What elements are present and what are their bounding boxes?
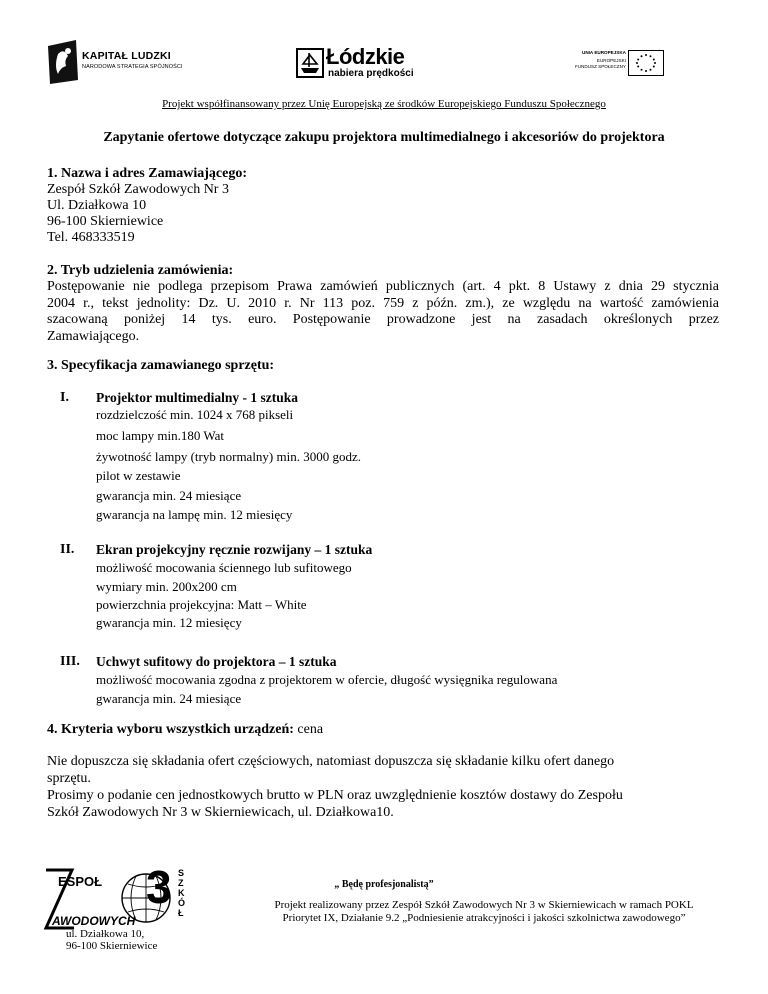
procedure-line: szacowaną poniżej 14 tys. euro. Postępowanie prowadzone jest na zasadach określonych przez — [47, 312, 719, 328]
ordering-party-street: Ul. Działkowa 10 — [47, 198, 147, 213]
item-title-screen: Ekran projekcyjny ręcznie rozwijany – 1 sztuka — [96, 542, 373, 557]
eu-line-2: EUROPEJSKI — [596, 58, 626, 63]
section-3-heading: 3. Specyfikacja zamawianego sprzętu: — [47, 358, 275, 373]
cofinancing-note: Projekt współfinansowany przez Unię Europejską ze środków Europejskiego Funduszu Społecznego — [162, 98, 606, 110]
section-4 — [47, 722, 323, 738]
school-logo-top: ESPOŁ — [58, 874, 103, 889]
footer-project-line: Projekt realizowany przez Zespół Szkół Zawodowych Nr 3 w Skierniewicach w ramach POKL — [274, 899, 694, 911]
section-1-heading: 1. Nazwa i adres Zamawiającego: — [47, 166, 247, 181]
closing-line: Prosimy o podanie cen jednostkowych brutto w PLN oraz uwzględnienie kosztów dostawy do Zespołu — [47, 788, 623, 803]
kapital-ludzki-logo — [46, 40, 186, 84]
spec-line: rozdzielczość min. 1024 x 768 pikseli — [96, 407, 294, 422]
closing-line: sprzętu. — [47, 771, 91, 786]
item-numeral: II. — [60, 542, 75, 557]
spec-line: moc lampy min.180 Wat — [96, 428, 224, 443]
spec-line: gwarancja min. 12 miesięcy — [96, 615, 242, 630]
school-address-street: ul. Działkowa 10, — [66, 928, 145, 940]
procedure-line: Postępowanie nie podlega przepisom Prawa zamówień publicznych (art. 4 pkt. 8 Ustawy z dnia 29 stycznia — [47, 279, 719, 294]
footer-motto: „ Będę profesjonalistą” — [334, 879, 434, 890]
spec-line: wymiary min. 200x200 cm — [96, 579, 237, 594]
closing-line: Szkół Zawodowych Nr 3 w Skierniewicach, ul. Działkowa10. — [47, 805, 394, 820]
section-4-heading: 4. Kryteria wyboru wszystkich urządzeń: — [47, 722, 294, 737]
eu-logo — [568, 50, 648, 78]
lodzkie-title: Łódzkie — [326, 44, 405, 69]
spec-line: możliwość mocowania ściennego lub sufitowego — [96, 560, 352, 575]
spec-line: gwarancja min. 24 miesiące — [96, 691, 242, 706]
eu-line-3: FUNDUSZ SPOŁECZNY — [574, 64, 626, 69]
footer-priority-line: Priorytet IX, Działanie 9.2 „Podniesienie atrakcyjności i jakości szkolnictwa zawodowego” — [282, 912, 686, 924]
school-logo-number: 3 — [146, 861, 172, 913]
kapital-ludzki-title: KAPITAŁ LUDZKI — [82, 50, 171, 62]
kapital-ludzki-subtitle: NARODOWA STRATEGIA SPÓJNOŚCI — [82, 64, 183, 70]
spec-line: pilot w zestawie — [96, 468, 181, 483]
ordering-party-phone: Tel. 468333519 — [47, 230, 135, 245]
eu-flag-icon — [628, 50, 664, 76]
school-logo-side: SZKÓŁ — [178, 868, 186, 918]
item-title-projector: Projektor multimedialny - 1 sztuka — [96, 390, 298, 405]
spec-line: powierzchnia projekcyjna: Matt – White — [96, 597, 307, 612]
procedure-line: Zamawiającego. — [47, 328, 140, 344]
kapital-ludzki-emblem-icon — [46, 40, 80, 84]
school-logo — [36, 861, 196, 936]
procedure-paragraph — [47, 279, 719, 345]
ordering-party-name: Zespół Szkół Zawodowych Nr 3 — [47, 182, 229, 197]
item-numeral: III. — [60, 654, 80, 669]
school-address-city: 96-100 Skierniewice — [66, 940, 158, 952]
spec-line: gwarancja min. 24 miesiące — [96, 488, 242, 503]
procedure-line: 2004 r., tekst jednolity: Dz. U. 2010 r. Nr 113 poz. 759 z późn. zm.), ze względu na wartość zamówienia — [47, 295, 719, 311]
item-title-mount: Uchwyt sufitowy do projektora – 1 sztuka — [96, 654, 337, 669]
lodzkie-boat-icon — [296, 48, 324, 78]
school-logo-bottom: AWODOWYCH — [52, 914, 136, 928]
spec-line: gwarancja na lampę min. 12 miesięcy — [96, 507, 293, 522]
spec-line: możliwość mocowania zgodna z projektorem w ofercie, długość wysięgnika regulowana — [96, 672, 558, 687]
lodzkie-subtitle: nabiera prędkości — [328, 68, 414, 79]
selection-criteria-value: cena — [293, 722, 324, 737]
ordering-party-city: 96-100 Skierniewice — [47, 214, 164, 229]
section-2-heading: 2. Tryb udzielenia zamówienia: — [47, 263, 234, 278]
spec-line: żywotność lampy (tryb normalny) min. 3000 godz. — [96, 449, 362, 464]
closing-line: Nie dopuszcza się składania ofert częściowych, natomiast dopuszcza się składanie kilku ofert danego — [47, 754, 615, 769]
lodzkie-logo — [296, 44, 426, 84]
document-title: Zapytanie ofertowe dotyczące zakupu projektora multimedialnego i akcesoriów do projektora — [103, 130, 665, 145]
eu-line-1: UNIA EUROPEJSKA — [582, 50, 626, 55]
item-numeral: I. — [60, 390, 69, 405]
